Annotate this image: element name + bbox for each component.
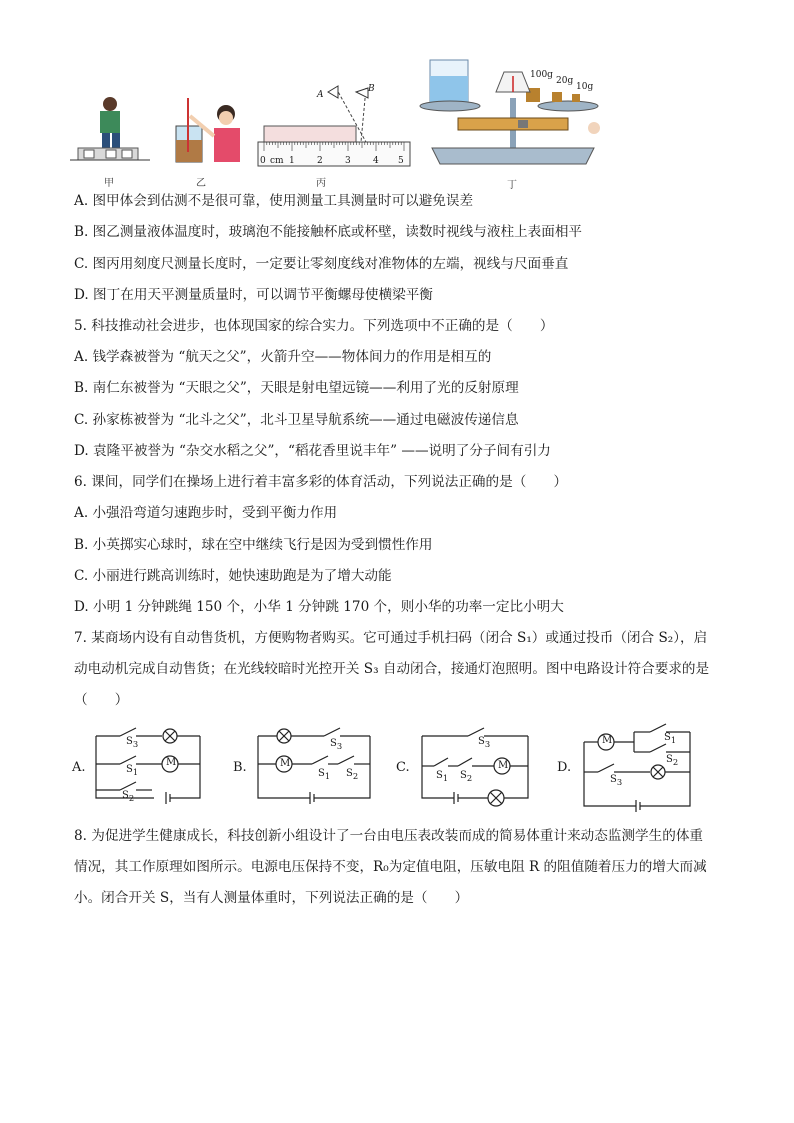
q8-stem-line1: 8. 为促进学生健康成长，科技创新小组设计了一台由电压表改装而成的简易体重计来动态监测学生的体重 bbox=[74, 828, 704, 844]
circuit-a-s1: $S_1$ bbox=[126, 764, 139, 777]
q8-stem-line3: 小。闭合开关 S，当有人测量体重时，下列说法正确的是（ ） bbox=[74, 890, 469, 906]
motor-icon: M bbox=[498, 760, 509, 771]
q4-option-b: B. 图乙测量液体温度时，玻璃泡不能接触杯底或杯壁，读数时视线与液柱上表面相平 bbox=[74, 224, 583, 240]
motor-icon: M bbox=[166, 757, 177, 768]
circuit-b bbox=[254, 724, 374, 804]
circuit-b-s1: $S_1$ bbox=[318, 768, 331, 781]
circuit-d-s3: $S_3$ bbox=[610, 774, 623, 787]
circuit-b-s3: $S_3$ bbox=[330, 738, 343, 751]
figure-bing-ruler bbox=[256, 82, 416, 170]
circuit-b-label: B. bbox=[233, 760, 247, 775]
figure-ding-balance bbox=[418, 58, 608, 174]
ruler-tick-label: 2 bbox=[317, 156, 323, 166]
circuit-c bbox=[418, 724, 532, 808]
circuit-d-s1: $S_1$ bbox=[664, 732, 677, 745]
q6-option-a: A. 小强沿弯道匀速跑步时，受到平衡力作用 bbox=[74, 505, 338, 521]
eye-label-a: A bbox=[317, 90, 324, 100]
q4-option-d: D. 图丁在用天平测量质量时，可以调节平衡螺母使横梁平衡 bbox=[74, 287, 433, 303]
q5-stem: 5. 科技推动社会进步，也体现国家的综合实力。下列选项中不正确的是（ ） bbox=[74, 318, 554, 334]
circuit-c-s1: $S_1$ bbox=[436, 770, 449, 783]
q4-option-c: C. 图丙用刻度尺测量长度时，一定要让零刻度线对准物体的左端，视线与尺面垂直 bbox=[74, 256, 569, 272]
q6-option-b: B. 小英掷实心球时，球在空中继续飞行是因为受到惯性作用 bbox=[74, 537, 433, 553]
q4-option-a: A. 图甲体会到估测不是很可靠，使用测量工具测量时可以避免误差 bbox=[74, 193, 474, 209]
q6-stem: 6. 课间，同学们在操场上进行着丰富多彩的体育活动，下列说法正确的是（ ） bbox=[74, 474, 568, 490]
q7-stem-line1: 7. 某商场内设有自动售货机，方便购物者购买。它可通过手机扫码（闭合 S₁）或通过投币（闭合 S₂），启 bbox=[74, 630, 708, 646]
ruler-tick-label: 4 bbox=[373, 156, 379, 166]
circuit-a-label: A. bbox=[72, 760, 86, 775]
circuit-c-s3: $S_3$ bbox=[478, 736, 491, 749]
circuit-d-label: D. bbox=[557, 760, 572, 775]
caption-bing: 丙 bbox=[316, 178, 326, 189]
weight-label: 100g bbox=[530, 70, 553, 80]
caption-ding: 丁 bbox=[507, 180, 517, 191]
ruler-tick-label: 3 bbox=[345, 156, 351, 166]
q6-option-d: D. 小明 1 分钟跳绳 150 个，小华 1 分钟跳 170 个，则小华的功率一定比小明大 bbox=[74, 599, 564, 615]
eye-label-b: B bbox=[368, 84, 375, 94]
q5-option-a: A. 钱学森被誉为 “航天之父”，火箭升空——物体间力的作用是相互的 bbox=[74, 349, 492, 365]
q5-option-c: C. 孙家栋被誉为 “北斗之父”，北斗卫星导航系统——通过电磁波传递信息 bbox=[74, 412, 519, 428]
motor-icon: M bbox=[280, 758, 291, 769]
circuit-a bbox=[92, 724, 204, 804]
circuit-d-s2: $S_2$ bbox=[666, 754, 679, 767]
q8-stem-line2: 情况，其工作原理如图所示。电源电压保持不变，R₀为定值电阻，压敏电阻 R 的阻值随着压力的增大而减 bbox=[74, 859, 707, 875]
q7-stem-line3: （ ） bbox=[74, 692, 129, 708]
q7-stem-line2: 动电动机完成自动售货；在光线较暗时光控开关 S₃ 自动闭合，接通灯泡照明。图中电路设计符合要求的是 bbox=[74, 661, 710, 677]
figure-jia bbox=[70, 92, 150, 172]
weight-label: 20g bbox=[556, 76, 574, 86]
ruler-tick-label: 0 bbox=[260, 156, 266, 166]
circuit-d bbox=[580, 720, 696, 812]
motor-icon: M bbox=[602, 735, 613, 746]
circuit-c-label: C. bbox=[396, 760, 410, 775]
ruler-tick-label: 1 bbox=[289, 156, 295, 166]
caption-yi: 乙 bbox=[196, 178, 206, 189]
q5-option-d: D. 袁隆平被誉为 “杂交水稻之父”，“稻花香里说丰年” ——说明了分子间有引力 bbox=[74, 443, 551, 459]
circuit-b-s2: $S_2$ bbox=[346, 768, 359, 781]
q6-option-c: C. 小丽进行跳高训练时，她快速助跑是为了增大动能 bbox=[74, 568, 392, 584]
q5-option-b: B. 南仁东被誉为 “天眼之父”，天眼是射电望远镜——利用了光的反射原理 bbox=[74, 380, 519, 396]
ruler-unit: cm bbox=[270, 156, 284, 166]
circuit-a-s3: $S_3$ bbox=[126, 736, 139, 749]
weight-label: 10g bbox=[576, 82, 594, 92]
ruler-tick-label: 5 bbox=[398, 156, 404, 166]
circuit-c-s2: $S_2$ bbox=[460, 770, 473, 783]
caption-jia: 甲 bbox=[104, 178, 114, 189]
figure-yi bbox=[170, 96, 250, 168]
circuit-a-s2: $S_2$ bbox=[122, 790, 135, 803]
